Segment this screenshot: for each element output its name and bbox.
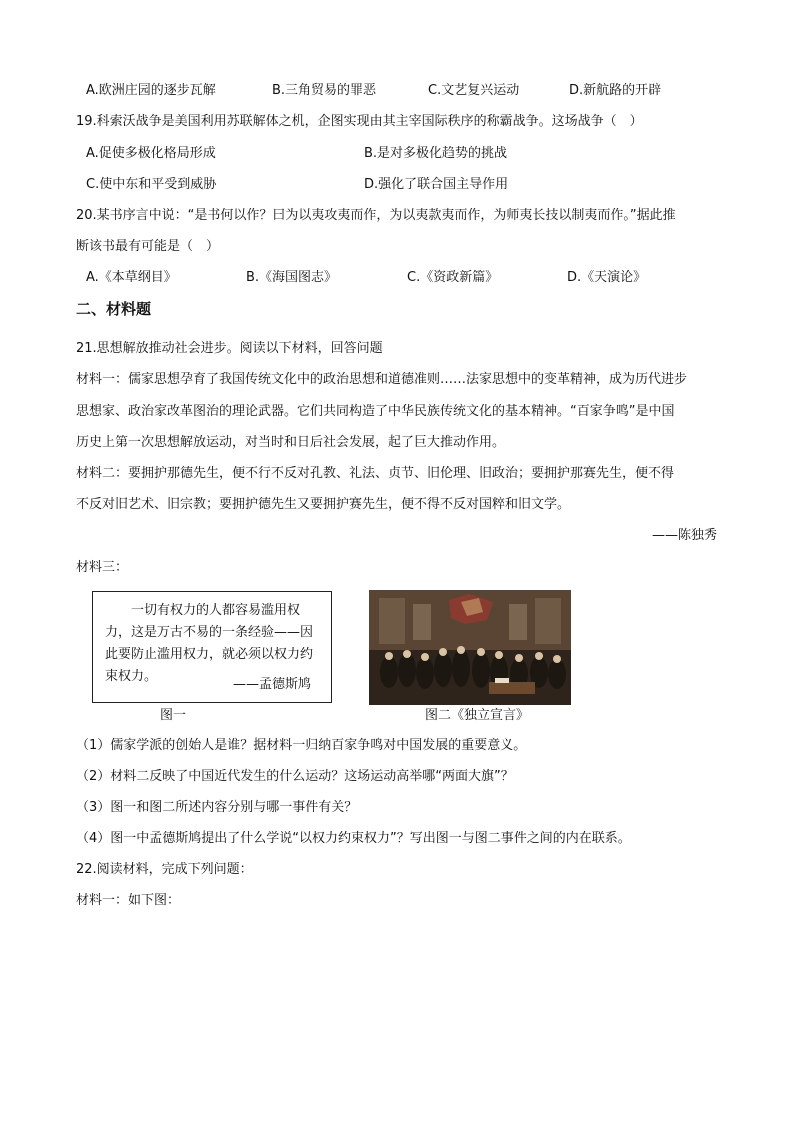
figure1-caption: 图一 bbox=[160, 708, 187, 723]
q22-material1: 材料一：如下图： bbox=[76, 893, 181, 908]
q21-material1-line1: 材料一：儒家思想孕育了我国传统文化中的政治思想和道德准则……法家思想中的变革精神，成为历代进步 bbox=[76, 372, 688, 387]
q21-question-1: （1）儒家学派的创始人是谁？据材料一归纳百家争鸣对中国发展的重要意义。 bbox=[76, 738, 527, 753]
section-title: 二、材料题 bbox=[76, 300, 152, 318]
q21-question-3: （3）图一和图二所述内容分别与哪一事件有关？ bbox=[76, 800, 358, 815]
q21-material1-line2: 思想家、政治家改革图治的理论武器。它们共同构造了中华民族传统文化的基本精神。“百家争鸣”是中国 bbox=[76, 404, 675, 419]
q19-option-b: B.是对多极化趋势的挑战 bbox=[364, 146, 508, 161]
q18-option-d: D.新航路的开辟 bbox=[569, 83, 662, 98]
q21-material3-label: 材料三： bbox=[76, 560, 129, 575]
q18-option-a: A.欧洲庄园的逐步瓦解 bbox=[86, 83, 216, 98]
q19-stem: 19.科索沃战争是美国利用苏联解体之机，企图实现由其主宰国际秩序的称霸战争。这场战争（ ） bbox=[76, 114, 643, 129]
q20-option-c: C.《资政新篇》 bbox=[407, 270, 499, 285]
q21-material1-line3: 历史上第一次思想解放运动，对当时和日后社会发展，起了巨大推动作用。 bbox=[76, 435, 506, 450]
q20-option-a: A.《本草纲目》 bbox=[86, 270, 177, 285]
q21-material2-author: ——陈独秀 bbox=[651, 528, 717, 543]
q20-option-d: D.《天演论》 bbox=[567, 270, 647, 285]
q21-question-2: （2）材料二反映了中国近代发生的什么运动？这场运动高举哪“两面大旗”？ bbox=[76, 769, 514, 784]
q21-stem: 21.思想解放推动社会进步。阅读以下材料，回答问题 bbox=[76, 341, 383, 356]
q18-option-b: B.三角贸易的罪恶 bbox=[272, 83, 377, 98]
montesquieu-quote-box bbox=[92, 591, 332, 703]
q21-material2-line2: 不反对旧艺术、旧宗教；要拥护德先生又要拥护赛先生，便不得不反对国粹和旧文学。 bbox=[76, 497, 571, 512]
declaration-painting-image bbox=[369, 590, 571, 705]
declaration-painting-svg bbox=[369, 590, 571, 705]
q20-stem-line2: 断该书最有可能是（ ） bbox=[76, 239, 220, 254]
q22-stem: 22.阅读材料，完成下列问题： bbox=[76, 862, 253, 877]
quote-text: 一切有权力的人都容易滥用权力，这是万古不易的一条经验——因此要防止滥用权力，就必须以权力约束权力。 bbox=[105, 603, 314, 684]
q19-option-a: A.促使多极化格局形成 bbox=[86, 146, 216, 161]
q18-option-c: C.文艺复兴运动 bbox=[428, 83, 520, 98]
q19-option-d: D.强化了联合国主导作用 bbox=[364, 177, 509, 192]
q21-material2-line1: 材料二：要拥护那德先生，便不行不反对孔教、礼法、贞节、旧伦理、旧政治；要拥护那赛先生，便不得 bbox=[76, 466, 675, 481]
q20-stem-line1: 20.某书序言中说：“是书何以作？曰为以夷攻夷而作，为以夷款夷而作，为师夷长技以制夷而作。”据此推 bbox=[76, 208, 676, 223]
figure2-caption: 图二《独立宣言》 bbox=[425, 708, 530, 723]
q19-option-c: C.使中东和平受到威胁 bbox=[86, 177, 217, 192]
q21-question-4: （4）图一中孟德斯鸠提出了什么学说“以权力约束权力”？写出图一与图二事件之间的内在联系。 bbox=[76, 831, 631, 846]
q20-option-b: B.《海国图志》 bbox=[246, 270, 338, 285]
quote-author: ——孟德斯鸠 bbox=[232, 677, 311, 692]
